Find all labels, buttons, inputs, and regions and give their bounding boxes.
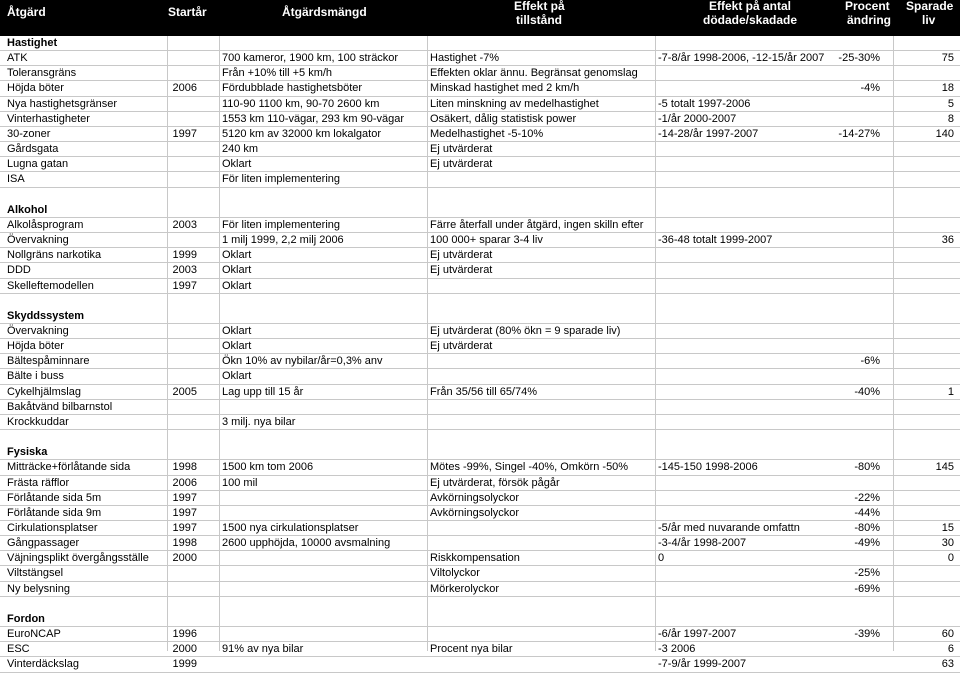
cell-start-year: 1997	[172, 522, 197, 534]
table-row	[0, 233, 960, 248]
cell-effect-count: -145-150 1998-2006	[658, 461, 758, 474]
table-row	[0, 157, 960, 172]
cell-measure: Bakåtvänd bilbarnstol	[7, 400, 113, 413]
cell-effect-count: -5/år med nuvarande omfattn	[658, 522, 800, 534]
cell-measure: Höjda böter	[7, 340, 64, 353]
cell-measure: Väjningsplikt övergångsställe	[7, 552, 149, 565]
cell-measure: ISA	[7, 173, 25, 186]
cell-quantity: 1553 km 110-vägar, 293 km 90-vägar	[222, 112, 405, 125]
table-row	[0, 415, 960, 430]
cell-effect-state: Ej utvärderat	[430, 158, 493, 171]
section-header	[0, 36, 960, 51]
column-divider	[893, 36, 894, 651]
cell-effect-count: -6/år 1997-2007	[658, 628, 737, 641]
cell-saved-lives: 30	[941, 537, 954, 550]
cell-saved-lives: 0	[947, 552, 954, 565]
column-divider	[427, 36, 428, 651]
cell-percent-change: -22%	[854, 491, 880, 504]
cell-quantity: 1500 km tom 2006	[222, 461, 314, 474]
header-percent-2: ändring	[847, 13, 891, 27]
cell-quantity: Oklart	[222, 249, 252, 262]
cell-measure: DDD	[7, 264, 31, 277]
cell-effect-state: Effekten oklar ännu. Begränsat genomslag	[430, 67, 638, 80]
header-effect-state-2: tillstånd	[516, 13, 563, 27]
cell-measure: Frästa räfflor	[7, 476, 70, 489]
table-row	[0, 172, 960, 187]
cell-quantity: Fördubblade hastighetsböter	[222, 82, 363, 95]
cell-saved-lives: 8	[947, 112, 954, 125]
table-row	[0, 491, 960, 506]
cell-measure: Alkolåsprogram	[7, 218, 84, 231]
cell-quantity: Lag upp till 15 år	[222, 385, 304, 398]
table-row	[0, 536, 960, 551]
header-effect-state-1: Effekt på	[514, 0, 565, 13]
cell-percent-change: -40%	[854, 385, 880, 398]
cell-measure: Övervakning	[7, 234, 69, 247]
cell-effect-count: -7-8/år 1998-2006, -12-15/år 2007	[658, 52, 825, 65]
cell-quantity: 1500 nya cirkulationsplatser	[222, 522, 359, 534]
table-row	[0, 354, 960, 369]
cell-effect-count: -1/år 2000-2007	[658, 112, 737, 125]
table-row	[0, 97, 960, 112]
column-divider	[655, 36, 656, 651]
header-measure: Åtgärd	[7, 5, 46, 19]
cell-effect-count: 0	[658, 552, 665, 565]
cell-effect-state: Ej utvärderat (80% ökn = 9 sparade liv)	[430, 324, 621, 337]
table-row	[0, 112, 960, 127]
header-effect-count-1: Effekt på antal	[709, 0, 792, 13]
table-row	[0, 218, 960, 233]
header-start-year: Startår	[168, 5, 207, 19]
cell-quantity: 2600 upphöjda, 10000 avsmalning	[222, 537, 391, 550]
table-row	[0, 627, 960, 642]
cell-effect-state: Procent nya bilar	[430, 643, 513, 656]
table-row	[0, 369, 960, 384]
cell-measure: Förlåtande sida 9m	[7, 506, 102, 519]
cell-effect-state: Ej utvärderat	[430, 143, 493, 156]
section-header	[0, 309, 960, 324]
spacer-row	[0, 294, 960, 309]
cell-effect-count: -14-28/år 1997-2007	[658, 127, 759, 140]
column-divider	[219, 36, 220, 651]
cell-measure: Cykelhjälmslag	[7, 385, 81, 398]
cell-effect-state: Avkörningsolyckor	[430, 506, 520, 519]
cell-measure: Vinterhastigheter	[7, 112, 90, 125]
table-row	[0, 66, 960, 81]
header-saved-2: liv	[922, 13, 936, 27]
cell-saved-lives: 15	[941, 522, 954, 534]
cell-start-year: 1997	[172, 279, 197, 292]
cell-effect-state: Ej utvärderat, försök pågår	[430, 476, 560, 489]
table-row	[0, 657, 960, 672]
table-row	[0, 582, 960, 597]
cell-measure: Höjda böter	[7, 82, 64, 95]
cell-effect-state: Osäkert, dålig statistisk power	[430, 112, 577, 125]
table-body	[0, 36, 960, 673]
cell-quantity: 110-90 1100 km, 90-70 2600 km	[222, 97, 380, 110]
table-row	[0, 506, 960, 521]
header-effect-count-2: dödade/skadade	[703, 13, 798, 27]
cell-saved-lives: 63	[941, 658, 954, 671]
cell-quantity: 100 mil	[222, 476, 258, 489]
section-title: Hastighet	[7, 37, 58, 49]
table-row	[0, 279, 960, 294]
cell-start-year: 1997	[172, 127, 197, 140]
cell-saved-lives: 5	[947, 97, 954, 110]
header-saved-1: Sparade	[906, 0, 954, 13]
cell-saved-lives: 36	[941, 234, 954, 247]
cell-effect-state: Ej utvärderat	[430, 264, 493, 277]
table-row	[0, 127, 960, 142]
spacer-row	[0, 430, 960, 445]
cell-saved-lives: 6	[947, 643, 954, 656]
cell-quantity: 5120 km av 32000 km lokalgator	[222, 127, 381, 140]
cell-percent-change: -69%	[854, 582, 880, 595]
section-header	[0, 445, 960, 460]
table-row	[0, 566, 960, 581]
cell-measure: Krockkuddar	[7, 415, 69, 428]
cell-effect-state: Hastighet -7%	[430, 52, 500, 65]
table-row	[0, 400, 960, 415]
cell-effect-state: Avkörningsolyckor	[430, 491, 520, 504]
cell-measure: Nollgräns narkotika	[7, 249, 102, 262]
cell-effect-state: Minskad hastighet med 2 km/h	[430, 82, 580, 95]
cell-percent-change: -80%	[854, 522, 880, 534]
cell-measure: Vinterdäckslag	[7, 658, 79, 671]
cell-quantity: Ökn 10% av nybilar/år=0,3% anv	[222, 355, 383, 368]
cell-effect-state: Mötes -99%, Singel -40%, Omkörn -50%	[430, 461, 629, 474]
table-row	[0, 642, 960, 657]
cell-percent-change: -6%	[860, 355, 880, 368]
cell-start-year: 2000	[172, 643, 197, 656]
table-row	[0, 51, 960, 66]
cell-quantity: För liten implementering	[222, 173, 340, 186]
cell-measure: Bälte i buss	[7, 370, 64, 383]
cell-measure: Lugna gatan	[7, 158, 69, 171]
cell-quantity: Oklart	[222, 324, 252, 337]
cell-effect-state: Liten minskning av medelhastighet	[430, 97, 599, 110]
cell-effect-state: Ej utvärderat	[430, 249, 493, 262]
cell-quantity: Oklart	[222, 279, 252, 292]
cell-effect-state: 100 000+ sparar 3-4 liv	[430, 234, 543, 247]
cell-measure: Bältespåminnare	[7, 355, 90, 368]
cell-start-year: 2000	[172, 552, 197, 565]
cell-quantity: 700 kameror, 1900 km, 100 sträckor	[222, 52, 399, 65]
cell-quantity: Oklart	[222, 340, 252, 353]
cell-effect-count: -7-9/år 1999-2007	[658, 658, 747, 671]
table-row	[0, 81, 960, 96]
cell-effect-count: -3-4/år 1998-2007	[658, 537, 747, 550]
cell-start-year: 1997	[172, 506, 197, 519]
cell-measure: Gångpassager	[7, 537, 80, 550]
cell-percent-change: -4%	[860, 82, 880, 95]
cell-effect-state: Färre återfall under åtgärd, ingen skilln efter	[430, 218, 644, 231]
cell-percent-change: -44%	[854, 506, 880, 519]
section-header	[0, 612, 960, 627]
section-title: Fysiska	[7, 446, 48, 459]
cell-start-year: 1999	[172, 249, 197, 262]
section-title: Alkohol	[7, 203, 48, 216]
table-header	[0, 0, 960, 36]
spacer-row	[0, 597, 960, 612]
cell-measure: Övervakning	[7, 324, 69, 337]
table-row	[0, 476, 960, 491]
cell-start-year: 1996	[172, 628, 197, 641]
header-quantity: Åtgärdsmängd	[282, 5, 367, 19]
cell-effect-count: -3 2006	[658, 643, 696, 656]
cell-saved-lives: 1	[947, 385, 954, 398]
table-row	[0, 142, 960, 157]
section-header	[0, 203, 960, 218]
cell-quantity: Oklart	[222, 370, 252, 383]
cell-quantity: Från +10% till +5 km/h	[222, 67, 333, 80]
cell-effect-state: Ej utvärderat	[430, 340, 493, 353]
cell-start-year: 2003	[172, 218, 197, 231]
cell-measure: Viltstängsel	[7, 567, 64, 580]
cell-quantity: 240 km	[222, 143, 259, 156]
section-title: Skyddssystem	[7, 309, 85, 322]
cell-effect-count: -36-48 totalt 1999-2007	[658, 234, 773, 247]
table-row	[0, 263, 960, 278]
table-row	[0, 324, 960, 339]
cell-quantity: För liten implementering	[222, 218, 340, 231]
cell-start-year: 2006	[172, 82, 197, 95]
cell-measure: 30-zoner	[7, 127, 51, 140]
cell-measure: ESC	[7, 643, 30, 656]
cell-saved-lives: 18	[941, 82, 954, 95]
cell-measure: Cirkulationsplatser	[7, 522, 98, 534]
table-row	[0, 339, 960, 354]
cell-effect-state: Från 35/56 till 65/74%	[430, 385, 538, 398]
cell-measure: Förlåtande sida 5m	[7, 491, 102, 504]
cell-measure: Nya hastighetsgränser	[7, 97, 118, 110]
cell-measure: Ny belysning	[7, 582, 70, 595]
cell-effect-state: Medelhastighet -5-10%	[430, 127, 544, 140]
table-row	[0, 248, 960, 263]
spacer-row	[0, 188, 960, 203]
column-divider	[167, 36, 168, 651]
cell-percent-change: -25%	[854, 567, 880, 580]
cell-percent-change: -80%	[854, 461, 880, 474]
cell-effect-count: -5 totalt 1997-2006	[658, 97, 751, 110]
cell-measure: Gårdsgata	[7, 143, 59, 156]
cell-percent-change: -49%	[854, 537, 880, 550]
cell-quantity: 91% av nya bilar	[222, 643, 304, 656]
cell-saved-lives: 60	[941, 628, 954, 641]
table-row	[0, 551, 960, 566]
cell-effect-state: Viltolyckor	[430, 567, 480, 580]
cell-quantity: 1 milj 1999, 2,2 milj 2006	[222, 234, 344, 247]
table-row	[0, 521, 960, 536]
cell-measure: EuroNCAP	[7, 628, 61, 641]
table-row	[0, 460, 960, 475]
cell-start-year: 1999	[172, 658, 197, 671]
cell-percent-change: -39%	[854, 628, 880, 641]
table-row	[0, 385, 960, 400]
cell-start-year: 2005	[172, 385, 197, 398]
cell-measure: ATK	[7, 52, 28, 65]
cell-percent-change: -25-30%	[838, 52, 880, 65]
cell-measure: Skelleftemodellen	[7, 279, 94, 292]
cell-start-year: 2006	[172, 476, 197, 489]
section-title: Fordon	[7, 612, 45, 625]
cell-quantity: Oklart	[222, 264, 252, 277]
cell-saved-lives: 145	[935, 461, 954, 474]
cell-start-year: 1998	[172, 537, 197, 550]
cell-quantity: Oklart	[222, 158, 252, 171]
cell-percent-change: -14-27%	[838, 127, 880, 140]
cell-quantity: 3 milj. nya bilar	[222, 415, 296, 428]
header-percent-1: Procent	[845, 0, 890, 13]
cell-start-year: 2003	[172, 264, 197, 277]
cell-effect-state: Riskkompensation	[430, 552, 520, 565]
cell-measure: Mitträcke+förlåtande sida	[7, 461, 131, 474]
cell-measure: Toleransgräns	[7, 67, 77, 80]
cell-effect-state: Mörkerolyckor	[430, 582, 500, 595]
cell-start-year: 1997	[172, 491, 197, 504]
cell-saved-lives: 75	[941, 52, 954, 65]
cell-start-year: 1998	[172, 461, 197, 474]
cell-saved-lives: 140	[935, 127, 954, 140]
